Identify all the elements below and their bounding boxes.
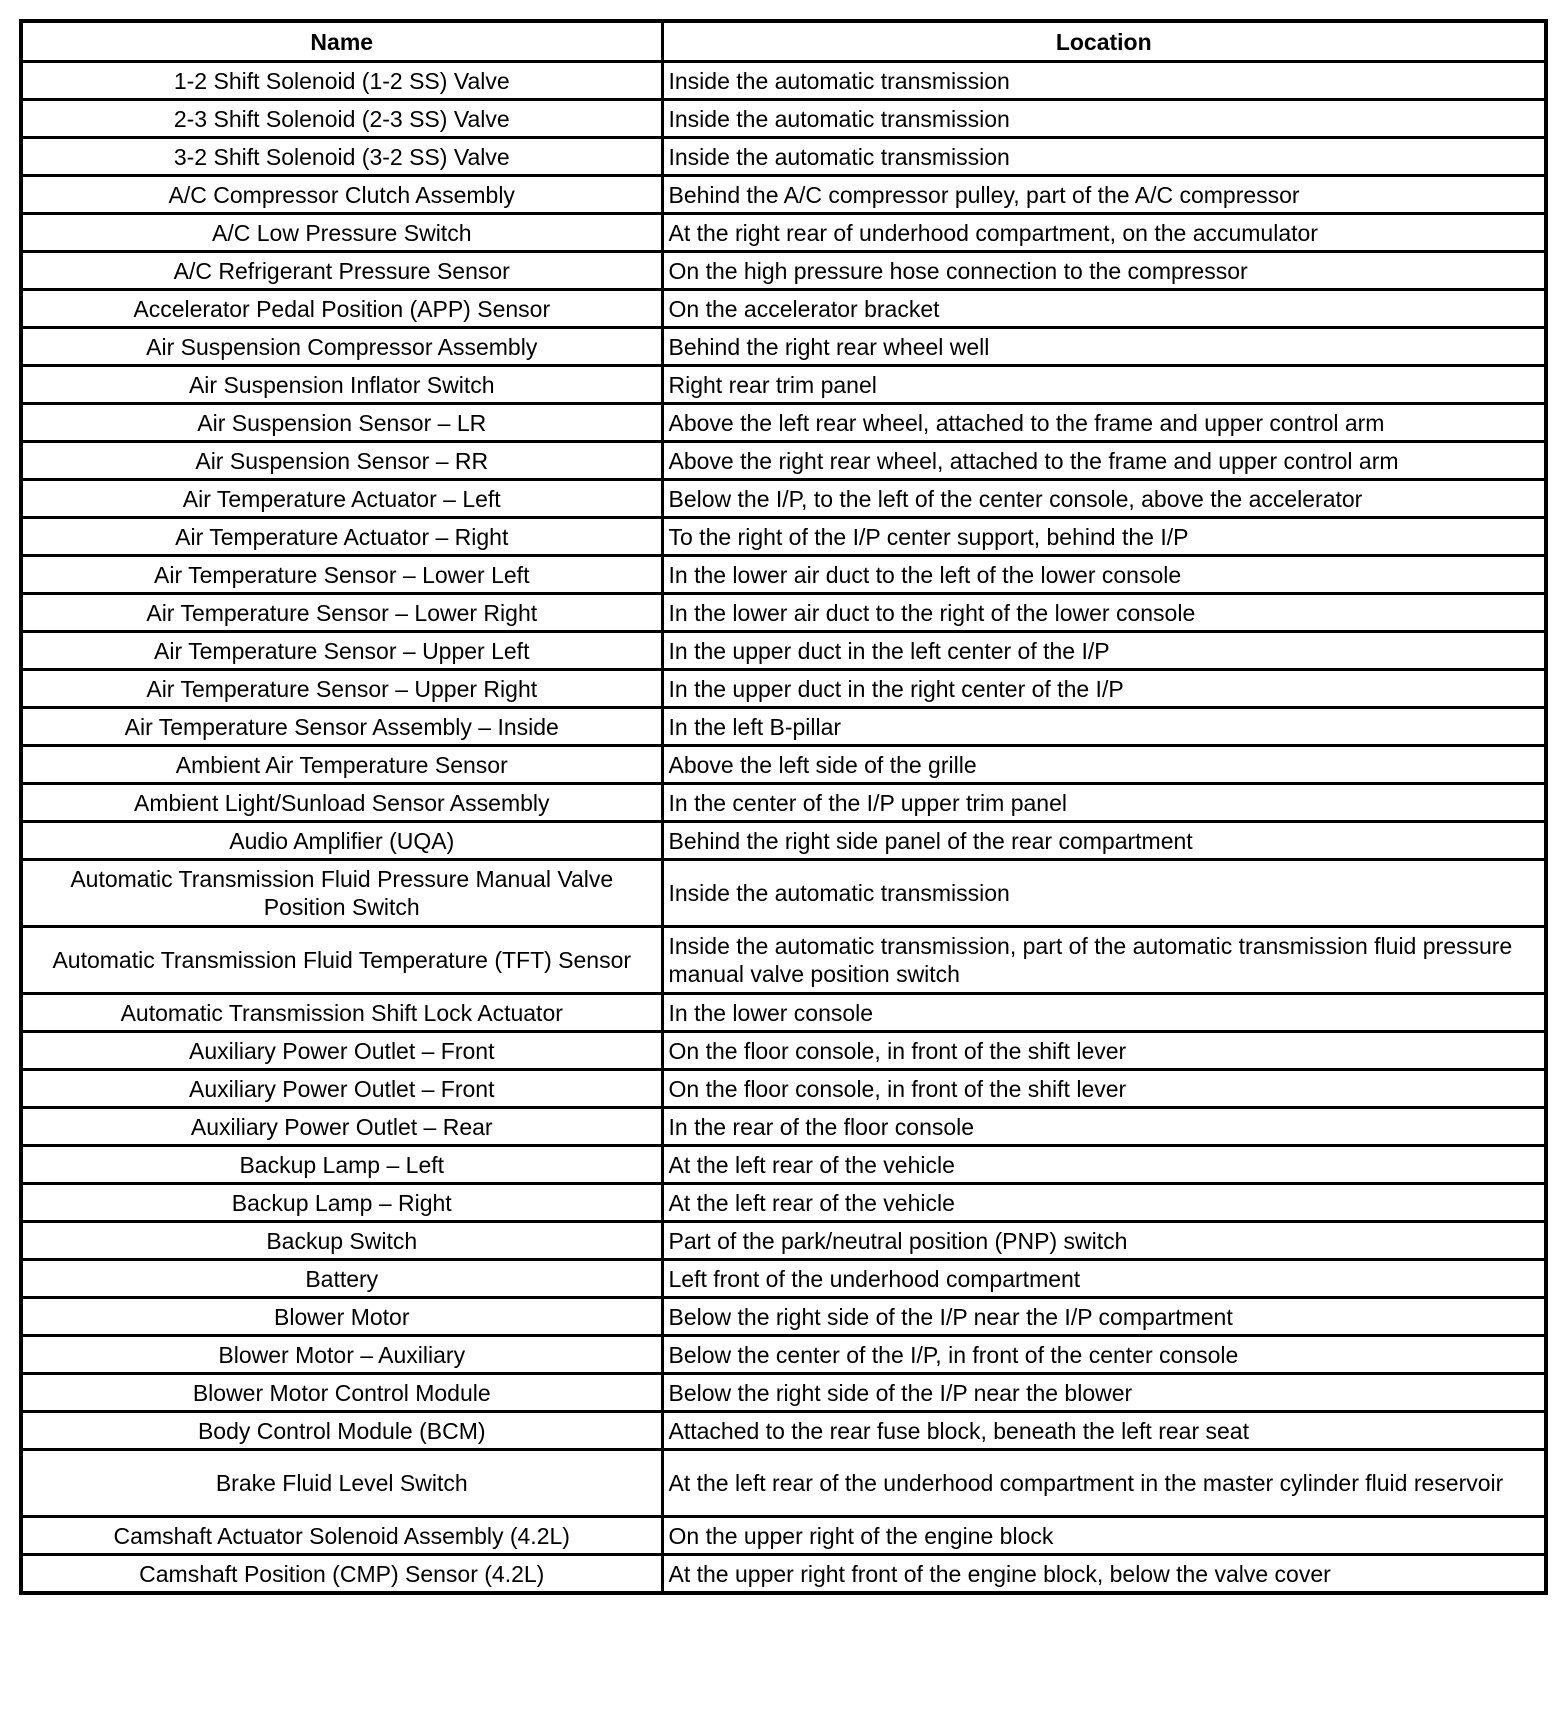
component-location-cell: Right rear trim panel [662,366,1546,404]
component-name-cell: Backup Lamp – Right [21,1184,662,1222]
table-row [21,1450,1546,1517]
component-name-cell: Air Temperature Sensor Assembly – Inside [21,708,662,746]
component-location-cell: Below the I/P, to the left of the center console, above the accelerator [662,480,1546,518]
table-row [21,556,1546,594]
component-name-cell: Auxiliary Power Outlet – Rear [21,1108,662,1146]
table-row [21,994,1546,1032]
component-name-cell: A/C Compressor Clutch Assembly [21,176,662,214]
component-name-cell: Air Suspension Compressor Assembly [21,328,662,366]
component-location-table [19,19,1548,1595]
component-name-cell: 3-2 Shift Solenoid (3-2 SS) Valve [21,138,662,176]
component-name-cell: Air Suspension Sensor – LR [21,404,662,442]
component-name-cell: Automatic Transmission Fluid Temperature (TFT) Sensor [21,927,662,994]
component-location-cell: Part of the park/neutral position (PNP) switch [662,1222,1546,1260]
table-row [21,252,1546,290]
component-location-cell: In the upper duct in the right center of the I/P [662,670,1546,708]
component-location-cell: At the left rear of the vehicle [662,1146,1546,1184]
table-row [21,62,1546,100]
component-name-cell: Air Temperature Sensor – Lower Left [21,556,662,594]
component-name-cell: Brake Fluid Level Switch [21,1450,662,1517]
table-row [21,632,1546,670]
component-name-cell: Backup Switch [21,1222,662,1260]
component-location-cell: Attached to the rear fuse block, beneath the left rear seat [662,1412,1546,1450]
table-row [21,328,1546,366]
component-location-cell: At the upper right front of the engine block, below the valve cover [662,1555,1546,1594]
component-location-cell: Left front of the underhood compartment [662,1260,1546,1298]
component-location-cell: Below the center of the I/P, in front of the center console [662,1336,1546,1374]
component-location-cell: Behind the right side panel of the rear compartment [662,822,1546,860]
table-row [21,1184,1546,1222]
component-name-cell: A/C Refrigerant Pressure Sensor [21,252,662,290]
component-location-cell: Above the left rear wheel, attached to the frame and upper control arm [662,404,1546,442]
component-location-cell: Behind the right rear wheel well [662,328,1546,366]
component-name-cell: Blower Motor Control Module [21,1374,662,1412]
component-name-cell: Air Suspension Inflator Switch [21,366,662,404]
component-location-cell: In the lower console [662,994,1546,1032]
header-name: Name [21,21,662,62]
component-location-cell: In the rear of the floor console [662,1108,1546,1146]
component-location-cell: Inside the automatic transmission [662,100,1546,138]
component-location-cell: Below the right side of the I/P near the blower [662,1374,1546,1412]
component-name-cell: Air Temperature Sensor – Lower Right [21,594,662,632]
component-location-cell: In the lower air duct to the right of the lower console [662,594,1546,632]
table-row [21,1298,1546,1336]
table-row [21,404,1546,442]
table-row [21,138,1546,176]
component-name-cell: A/C Low Pressure Switch [21,214,662,252]
table-row [21,176,1546,214]
table-row [21,1146,1546,1184]
component-location-cell: Above the left side of the grille [662,746,1546,784]
table-row [21,442,1546,480]
component-location-cell: Above the right rear wheel, attached to the frame and upper control arm [662,442,1546,480]
table-row [21,1517,1546,1555]
component-location-cell: On the accelerator bracket [662,290,1546,328]
component-name-cell: Blower Motor – Auxiliary [21,1336,662,1374]
component-name-cell: Backup Lamp – Left [21,1146,662,1184]
table-row [21,594,1546,632]
table-row [21,480,1546,518]
table-row [21,746,1546,784]
table-row [21,1222,1546,1260]
component-location-cell: Inside the automatic transmission, part of the automatic transmission fluid pressure manual valve position switch [662,927,1546,994]
component-location-cell: On the high pressure hose connection to the compressor [662,252,1546,290]
component-location-cell: To the right of the I/P center support, behind the I/P [662,518,1546,556]
table-row [21,1374,1546,1412]
table-row [21,784,1546,822]
table-row [21,670,1546,708]
component-name-cell: Automatic Transmission Fluid Pressure Manual Valve Position Switch [21,860,662,927]
table-row [21,927,1546,994]
table-row [21,1032,1546,1070]
component-location-cell: In the lower air duct to the left of the lower console [662,556,1546,594]
table-row [21,822,1546,860]
component-location-table-wrapper [19,19,1544,1595]
component-name-cell: Air Temperature Actuator – Left [21,480,662,518]
component-name-cell: Auxiliary Power Outlet – Front [21,1032,662,1070]
component-name-cell: Audio Amplifier (UQA) [21,822,662,860]
component-location-cell: Behind the A/C compressor pulley, part of the A/C compressor [662,176,1546,214]
component-name-cell: Camshaft Actuator Solenoid Assembly (4.2L) [21,1517,662,1555]
component-name-cell: 1-2 Shift Solenoid (1-2 SS) Valve [21,62,662,100]
component-name-cell: Body Control Module (BCM) [21,1412,662,1450]
component-name-cell: Camshaft Position (CMP) Sensor (4.2L) [21,1555,662,1594]
table-header-row [21,21,1546,62]
component-location-cell: At the right rear of underhood compartment, on the accumulator [662,214,1546,252]
component-name-cell: Ambient Air Temperature Sensor [21,746,662,784]
component-name-cell: Ambient Light/Sunload Sensor Assembly [21,784,662,822]
component-location-cell: At the left rear of the vehicle [662,1184,1546,1222]
table-body [21,62,1546,1594]
component-location-cell: In the center of the I/P upper trim panel [662,784,1546,822]
header-location: Location [662,21,1546,62]
component-location-cell: On the floor console, in front of the shift lever [662,1070,1546,1108]
table-row [21,1108,1546,1146]
component-name-cell: Battery [21,1260,662,1298]
component-name-cell: Auxiliary Power Outlet – Front [21,1070,662,1108]
table-row [21,518,1546,556]
component-name-cell: Blower Motor [21,1298,662,1336]
component-name-cell: Air Suspension Sensor – RR [21,442,662,480]
table-row [21,1260,1546,1298]
table-row [21,1555,1546,1594]
table-row [21,366,1546,404]
component-location-cell: Inside the automatic transmission [662,62,1546,100]
table-row [21,1412,1546,1450]
table-row [21,290,1546,328]
component-name-cell: Air Temperature Sensor – Upper Right [21,670,662,708]
table-row [21,1336,1546,1374]
component-location-cell: In the upper duct in the left center of the I/P [662,632,1546,670]
table-row [21,860,1546,927]
component-location-cell: Below the right side of the I/P near the I/P compartment [662,1298,1546,1336]
component-location-cell: Inside the automatic transmission [662,138,1546,176]
component-location-cell: At the left rear of the underhood compartment in the master cylinder fluid reservoir [662,1450,1546,1517]
component-name-cell: 2-3 Shift Solenoid (2-3 SS) Valve [21,100,662,138]
component-location-cell: On the floor console, in front of the shift lever [662,1032,1546,1070]
table-row [21,708,1546,746]
component-name-cell: Air Temperature Actuator – Right [21,518,662,556]
table-row [21,100,1546,138]
component-location-cell: In the left B-pillar [662,708,1546,746]
component-location-cell: On the upper right of the engine block [662,1517,1546,1555]
component-name-cell: Automatic Transmission Shift Lock Actuator [21,994,662,1032]
table-row [21,214,1546,252]
component-name-cell: Accelerator Pedal Position (APP) Sensor [21,290,662,328]
component-location-cell: Inside the automatic transmission [662,860,1546,927]
component-name-cell: Air Temperature Sensor – Upper Left [21,632,662,670]
table-row [21,1070,1546,1108]
